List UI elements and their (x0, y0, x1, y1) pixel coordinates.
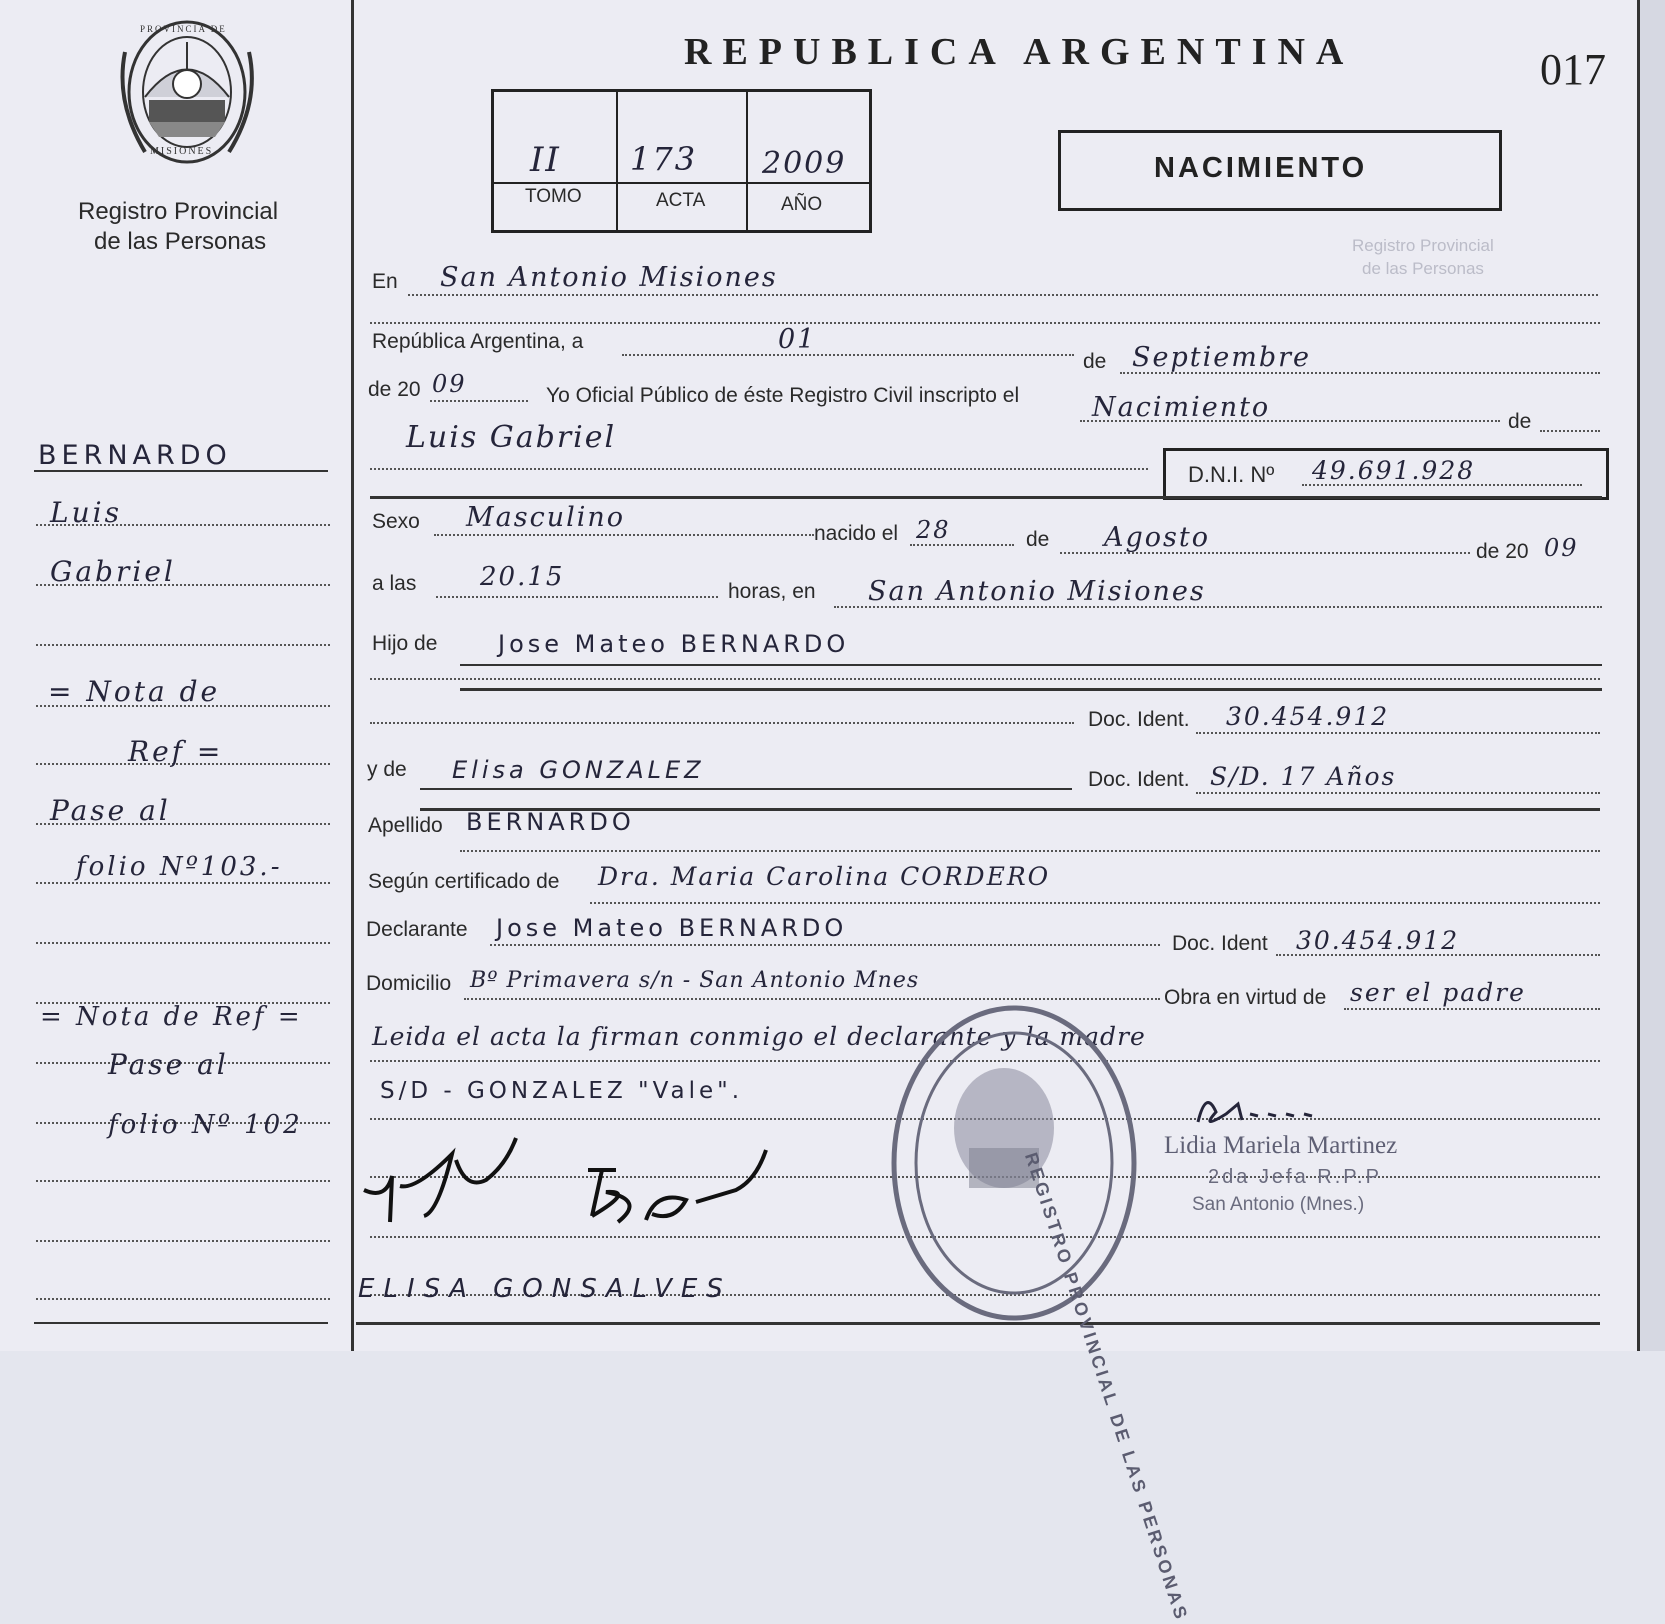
madre-value: Elisa GONZALEZ (452, 756, 705, 784)
hora-dots (436, 596, 718, 598)
rule-1 (370, 496, 1602, 499)
year-value: 09 (432, 370, 467, 398)
official-seal (884, 998, 1144, 1328)
obra-value: ser el padre (1350, 978, 1526, 1007)
margin-note1-line4: folio Nº103.- (76, 852, 283, 882)
nacido-day: 28 (916, 516, 951, 544)
madre-line (420, 788, 1072, 790)
day-dots (622, 354, 1074, 356)
declarante-label: Declarante (366, 918, 468, 941)
crest-bottom-text: MISIONES (150, 146, 214, 157)
de2-dots (1540, 430, 1600, 432)
declarante-value: Jose Mateo BERNARDO (496, 914, 848, 942)
padre-dots-2 (370, 678, 1600, 680)
horas-label: horas, en (728, 580, 816, 603)
acta-value: 173 (630, 140, 698, 178)
official-title: 2da Jefa R.P.P (1208, 1166, 1382, 1188)
dni-label: D.N.I. Nº (1188, 462, 1275, 487)
obra-label: Obra en virtud de (1164, 986, 1327, 1009)
hijo-label: Hijo de (372, 632, 438, 655)
apellido-label: Apellido (368, 814, 443, 837)
year-label: de 20 (368, 378, 421, 401)
margin-divider (351, 0, 354, 1351)
anio-label: AÑO (781, 194, 823, 215)
margin-dots-4 (36, 644, 330, 646)
name-dots (370, 468, 1148, 470)
en-value: San Antonio Misiones (440, 262, 778, 293)
doc2-value: S/D. 17 Años (1210, 762, 1397, 791)
margin-note2-line1: = Nota de Ref = (40, 1002, 303, 1032)
doc1-value: 30.454.912 (1226, 702, 1390, 731)
margin-dots-8 (36, 882, 330, 884)
margin-note2-line3: folio Nº 102 (108, 1110, 303, 1140)
declarant-signature (356, 1130, 796, 1230)
margin-dots-14 (36, 1240, 330, 1242)
registered-name: Luis Gabriel (406, 420, 617, 455)
alas-label: a las (372, 572, 417, 595)
domicilio-label: Domicilio (366, 972, 452, 995)
apellido-dots (460, 850, 1600, 852)
tomo-value: II (530, 140, 561, 180)
margin-dots-13 (36, 1180, 330, 1182)
sexo-label: Sexo (372, 510, 420, 533)
segun-dots (590, 902, 1600, 904)
bleed-through-registry-line2: de las Personas (1362, 259, 1484, 278)
margin-note1-line2: Ref = (128, 735, 224, 768)
margin-note1-line1: = Nota de (48, 675, 221, 708)
official-signature (1186, 1084, 1386, 1134)
bleed-through-registry-line1: Registro Provincial (1352, 236, 1494, 255)
inscripto-value: Nacimiento (1092, 392, 1271, 423)
margin-dots-15 (36, 1298, 330, 1300)
de3-label: de (1026, 528, 1050, 551)
margin-dots-9 (36, 942, 330, 944)
declarante-dots (490, 944, 1160, 946)
rule-2 (460, 688, 1602, 691)
official-name: Lidia Mariela Martinez (1164, 1132, 1398, 1159)
mother-signature: ELISA GONSALVES (358, 1274, 732, 1304)
segun-label: Según certificado de (368, 870, 560, 893)
nacido-year: 09 (1544, 534, 1579, 562)
record-box-divider-2 (746, 92, 748, 230)
registry-name-line1: Registro Provincial (78, 198, 279, 225)
official-location: San Antonio (Mnes.) (1192, 1194, 1365, 1215)
padre-value: Jose Mateo BERNARDO (498, 630, 850, 658)
padre-line (460, 664, 1602, 666)
record-box-hline (494, 182, 869, 184)
margin-note1-line3: Pase al (50, 794, 171, 827)
segun-value: Dra. Maria Carolina CORDERO (598, 862, 1051, 891)
hora-value: 20.15 (480, 562, 565, 592)
dni-value: 49.691.928 (1312, 456, 1476, 485)
sexo-value: Masculino (466, 502, 626, 533)
page-right-border (1637, 0, 1640, 1351)
yde-label: y de (367, 758, 407, 781)
apellido-value: BERNARDO (466, 808, 635, 836)
doc2-dots (1196, 792, 1600, 794)
anio-value: 2009 (762, 146, 847, 181)
sexo-dots (434, 534, 814, 536)
obra-dots (1344, 1008, 1600, 1010)
en-label: En (372, 270, 398, 293)
lugar-value: San Antonio Misiones (868, 576, 1206, 607)
yo-oficial-label: Yo Oficial Público de éste Registro Civil inscripto el (546, 384, 1020, 407)
doc1-label: Doc. Ident. (1088, 708, 1190, 731)
republica-label: República Argentina, a (372, 330, 584, 353)
doc1-leading-dots (370, 722, 1074, 724)
tomo-label: TOMO (525, 186, 582, 207)
de1-label: de (1083, 350, 1107, 373)
acta-label: ACTA (656, 190, 706, 211)
sd-text: S/D - GONZALEZ "Vale". (380, 1078, 744, 1104)
domicilio-value: Bº Primavera s/n - San Antonio Mnes (470, 968, 920, 993)
line-after-en (370, 322, 1600, 324)
leida-text: Leida el acta la firman conmigo el declarante y la madre (372, 1022, 1146, 1051)
nacido-month: Agosto (1104, 522, 1210, 553)
margin-given2: Gabriel (50, 555, 176, 588)
doc3-value: 30.454.912 (1296, 926, 1460, 955)
crest-top-text: PROVINCIA DE (140, 24, 227, 34)
page-number: 017 (1540, 45, 1606, 94)
doc2-label: Doc. Ident. (1088, 768, 1190, 791)
margin-note2-line2: Pase al (108, 1048, 229, 1081)
de2-label: de (1508, 410, 1532, 433)
record-box-divider-1 (616, 92, 618, 230)
year-dots (430, 400, 528, 402)
de20-label: de 20 (1476, 540, 1529, 563)
doc3-label: Doc. Ident (1172, 932, 1268, 955)
document-title: REPUBLICA ARGENTINA (684, 31, 1355, 73)
day-value: 01 (778, 324, 817, 355)
nacido-label: nacido el (814, 522, 899, 545)
margin-given1: Luis (50, 496, 122, 529)
act-type-label: NACIMIENTO (1154, 152, 1368, 184)
seal-ring-text: REGISTRO PROVINCIAL DE LAS PERSONAS (1020, 1150, 1192, 1624)
month-value: Septiembre (1132, 342, 1311, 373)
doc1-dots (1196, 732, 1600, 734)
adjacent-page-edge (1640, 0, 1665, 1351)
registry-name-line2: de las Personas (94, 228, 267, 255)
en-dots (408, 294, 1598, 296)
nacido-day-dots (910, 544, 1014, 546)
margin-surname: BERNARDO (38, 440, 232, 471)
margin-line-bottom (34, 1322, 328, 1324)
